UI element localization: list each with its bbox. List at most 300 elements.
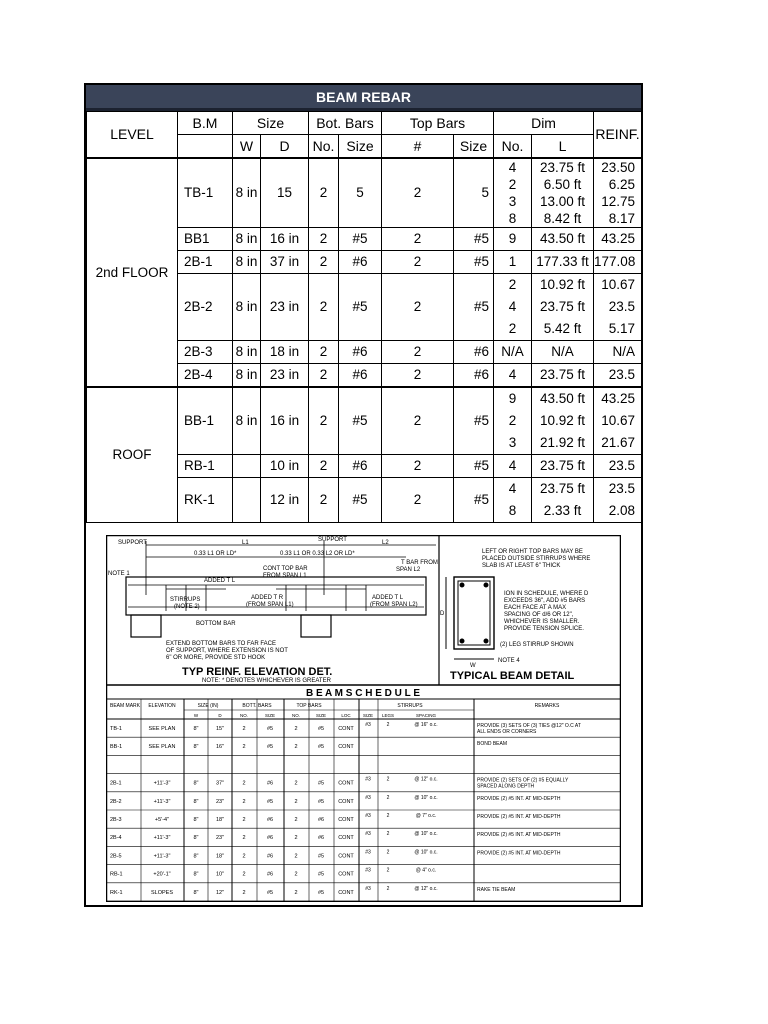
cell-depth: 12 in	[261, 477, 309, 522]
cell-dim-no	[494, 340, 532, 363]
sched-elevation: +5'-4"	[154, 817, 170, 823]
cell-top-no: 2	[382, 250, 454, 273]
extend-line2: OF SUPPORT, WHERE EXTENSION IS NOT	[166, 648, 288, 654]
sched-legs: 2	[386, 794, 390, 801]
cell-line: 43.25	[601, 230, 636, 246]
sched-top-size: #5	[317, 726, 325, 732]
cell-width: 8 in	[233, 158, 261, 228]
header-w: W	[233, 135, 261, 158]
sched-top-no: 2	[294, 871, 298, 878]
sched-stirrup-size: #3	[365, 867, 371, 874]
sched-top-no: 2	[294, 780, 298, 787]
cell-line: 2	[508, 320, 517, 336]
sched-subheader: SIZE	[362, 713, 374, 718]
sched-bott-no: 2	[242, 726, 246, 732]
cell-top-no: 2	[382, 340, 454, 363]
sched-w: 8"	[193, 853, 199, 860]
cell-dim-no	[494, 227, 532, 250]
cell-line: 2.33 ft	[543, 502, 582, 518]
cell-beam-mark: 2B-3	[178, 340, 233, 363]
cell-beam-mark: BB1	[178, 227, 233, 250]
sched-spacing: @ 16" o.c.	[414, 722, 438, 728]
cell-reinf	[594, 340, 642, 363]
sched-remarks: PROVIDE (2) #5 INT. AT MID-DEPTH	[477, 814, 561, 820]
cell-reinf	[594, 273, 642, 340]
cell-line: N/A	[551, 343, 574, 359]
cell-bot-no: 2	[309, 387, 339, 455]
sched-mark: BB-1	[110, 744, 123, 751]
from-span-l2-label: (FROM SPAN L2)	[370, 602, 418, 608]
sched-bott-size: #5	[266, 744, 274, 751]
sched-subheader: D	[218, 713, 222, 718]
sched-loc: CONT	[338, 871, 354, 878]
sheet-title: BEAM REBAR	[86, 85, 641, 111]
cell-width: 8 in	[233, 273, 261, 340]
t-bar-label: T BAR FROM	[401, 560, 438, 566]
sched-w: 8"	[193, 835, 199, 842]
sched-d: 18"	[215, 853, 225, 860]
cell-line: 23.75 ft	[540, 366, 586, 382]
sched-d: 16"	[215, 744, 225, 751]
cell-line: 3	[508, 434, 517, 450]
added-tl2-label: ADDED T L	[372, 595, 404, 601]
sched-bott-size: #6	[266, 871, 274, 878]
cell-line: 10.67	[601, 276, 636, 292]
cell-line: 23.5	[608, 457, 636, 473]
sched-elevation: SEE PLAN	[148, 726, 176, 732]
sched-elevation: +11'-3"	[153, 798, 171, 805]
cell-line: 8.17	[608, 210, 636, 226]
cell-line: 4	[508, 298, 517, 314]
cell-line: 8.42 ft	[543, 210, 582, 226]
cell-line: 10.92 ft	[540, 412, 586, 428]
cell-reinf	[594, 250, 642, 273]
cell-line: 4	[508, 159, 517, 175]
sched-remarks: PROVIDE (3) SETS OF (3) TIES @12" O.C AT	[477, 723, 581, 729]
sched-mark: 2B-5	[110, 853, 122, 860]
cell-dim-l	[532, 454, 594, 477]
cell-line: 23.5	[608, 298, 636, 314]
cell-depth: 15	[261, 158, 309, 228]
cell-line: 23.5	[608, 480, 636, 496]
elevation-title: TYP REINF. ELEVATION DET.	[182, 666, 333, 678]
sched-top-no: 2	[294, 744, 298, 751]
cell-bot-size: #5	[339, 273, 382, 340]
d-label: D	[440, 611, 445, 617]
rebar-row	[87, 387, 642, 455]
sched-header-size: SIZE (IN)	[197, 703, 219, 709]
cell-line: 2	[508, 176, 517, 192]
cell-beam-mark: TB-1	[178, 158, 233, 228]
cell-beam-mark: 2B-4	[178, 363, 233, 387]
cell-dim-l	[532, 227, 594, 250]
sched-mark: 2B-4	[110, 835, 122, 842]
sched-note4: SPACING OF d/6 OR 12",	[504, 612, 574, 618]
cell-reinf	[594, 227, 642, 250]
sched-stirrup-size: #3	[365, 794, 371, 801]
header-level: LEVEL	[87, 112, 178, 158]
sched-remarks: RAKE TIE BEAM	[477, 886, 516, 893]
cell-bot-size: #5	[339, 227, 382, 250]
typical-beam-detail	[446, 577, 494, 659]
cell-beam-mark: BB-1	[178, 387, 233, 455]
header-d: D	[261, 135, 309, 158]
sched-w: 8"	[193, 744, 199, 751]
cont-top-label: CONT TOP BAR	[263, 566, 308, 572]
sched-spacing: @ 4" o.c.	[415, 867, 437, 874]
sched-d: 12"	[215, 889, 225, 896]
sched-legs: 2	[386, 776, 390, 783]
detail-title: TYPICAL BEAM DETAIL	[450, 670, 575, 682]
sched-top-size: #5	[317, 744, 325, 751]
sched-loc: CONT	[338, 798, 354, 805]
sched-bott-no: 2	[242, 889, 246, 896]
extend-line1: EXTEND BOTTOM BARS TO FAR FACE	[166, 641, 277, 647]
cell-bot-size: #5	[339, 387, 382, 455]
cell-beam-mark: RB-1	[178, 454, 233, 477]
cell-dim-no	[494, 454, 532, 477]
cell-line: 13.00 ft	[540, 193, 586, 209]
cell-line: 23.75 ft	[540, 298, 586, 314]
cell-line: 21.92 ft	[540, 434, 586, 450]
cell-line: 8	[508, 210, 517, 226]
cell-dim-no	[494, 250, 532, 273]
cell-dim-no	[494, 363, 532, 387]
cell-top-no: 2	[382, 273, 454, 340]
sched-d: 18"	[215, 817, 225, 823]
rebar-row	[87, 158, 642, 228]
cell-bot-no: 2	[309, 250, 339, 273]
cell-line: 9	[508, 390, 517, 406]
header-bot-size: Size	[339, 135, 382, 158]
sched-top-no: 2	[294, 835, 298, 842]
header-dim: Dim	[494, 112, 594, 135]
cell-line: 2	[508, 412, 517, 428]
sched-stirrup-size: #3	[365, 849, 371, 856]
cell-width: 8 in	[233, 340, 261, 363]
elevation-note: NOTE: * DENOTES WHICHEVER IS GREATER	[202, 678, 331, 684]
cell-line: 8	[508, 502, 517, 518]
sched-top-no: 2	[294, 889, 298, 896]
cell-dim-l	[532, 477, 594, 522]
added-tl-label: ADDED T L	[204, 578, 236, 584]
header-top-no: #	[382, 135, 454, 158]
sched-spacing: @ 12" o.c.	[414, 776, 438, 783]
sched-top-no: 2	[294, 726, 298, 732]
cell-beam-mark: 2B-1	[178, 250, 233, 273]
from-span-l1-label: FROM SPAN L1	[263, 573, 307, 579]
sched-bott-no: 2	[242, 798, 246, 805]
schedule-title: B E A M S C H E D U L E	[305, 688, 421, 699]
cell-bot-size: #5	[339, 477, 382, 522]
sched-w: 8"	[193, 780, 199, 787]
sched-bott-size: #5	[266, 889, 274, 896]
sched-top-size: #6	[317, 835, 325, 842]
sched-d: 37"	[215, 780, 225, 787]
span-left-label: 0.33 L1 OR LD*	[194, 551, 237, 557]
cell-line: 10.67	[601, 412, 636, 428]
sched-mark: RK-1	[110, 889, 123, 896]
cell-line: N/A	[501, 343, 524, 359]
cell-top-size: 5	[454, 158, 494, 228]
w-label: W	[470, 663, 476, 669]
sched-header-elevation: ELEVATION	[148, 703, 176, 709]
extend-line3: 6" OR MORE, PROVIDE STD HOOK	[166, 655, 266, 661]
cell-width: 8 in	[233, 363, 261, 387]
sched-mark: 2B-2	[110, 798, 122, 805]
cell-line: 2.08	[608, 502, 636, 518]
sched-header-remarks: REMARKS	[534, 703, 560, 709]
header-size: Size	[233, 112, 309, 135]
cell-line: 177.08	[594, 253, 636, 269]
sched-subheader: SIZE	[264, 713, 276, 718]
cell-line: 10.92 ft	[540, 276, 586, 292]
sched-subheader: W	[193, 713, 199, 718]
sched-elevation: SLOPES	[150, 889, 174, 896]
cell-bot-size: #6	[339, 363, 382, 387]
cell-line: 23.5	[608, 366, 636, 382]
sched-subheader: NO.	[239, 713, 249, 718]
sched-stirrup-size: #3	[365, 831, 371, 838]
cell-line: 43.50 ft	[540, 230, 586, 246]
beam-rebar-table	[86, 111, 642, 523]
sched-loc: CONT	[338, 817, 354, 823]
cell-top-size: #6	[454, 363, 494, 387]
cell-line: 5.17	[608, 320, 636, 336]
sched-loc: CONT	[338, 744, 354, 751]
rebar-body	[87, 158, 642, 523]
cell-line: 3	[508, 193, 517, 209]
sched-legs: 2	[386, 867, 390, 874]
sched-note6: PROVIDE TENSION SPLICE.	[504, 626, 584, 632]
support-mid-label: SUPPORT	[318, 537, 347, 543]
sched-d: 10"	[215, 871, 225, 878]
cell-top-no: 2	[382, 227, 454, 250]
cell-width: 8 in	[233, 250, 261, 273]
sched-top-size: #5	[317, 780, 325, 787]
sched-d: 15"	[215, 726, 225, 732]
sched-subheader: NO.	[291, 713, 301, 718]
cell-dim-no	[494, 273, 532, 340]
cell-line: 43.25	[601, 390, 636, 406]
sched-elevation: +11'-3"	[153, 835, 171, 842]
beam-rebar-sheet	[84, 83, 643, 907]
sched-bott-no: 2	[242, 780, 246, 787]
sched-stirrup-size: #3	[365, 722, 371, 728]
sched-w: 8"	[193, 726, 199, 732]
sched-bott-size: #6	[266, 853, 274, 860]
sched-subheader: LEGS	[381, 713, 395, 718]
sched-w: 8"	[193, 889, 199, 896]
cell-bot-size: #6	[339, 454, 382, 477]
cell-dim-l	[532, 387, 594, 455]
sched-remarks: PROVIDE (2) SETS OF (2) #5 EQUALLY	[477, 777, 569, 784]
cell-top-size: #5	[454, 227, 494, 250]
header-bm: B.M	[178, 112, 233, 135]
cell-line: 23.75 ft	[540, 159, 586, 175]
cell-depth: 16 in	[261, 387, 309, 455]
sched-note2: EXCEEDS 36", ADD #5 BARS	[504, 598, 586, 604]
cell-dim-l	[532, 158, 594, 228]
cell-depth: 23 in	[261, 273, 309, 340]
support-left-label: SUPPORT	[118, 540, 147, 546]
sched-remarks: BOND BEAM	[477, 741, 508, 748]
sched-bott-no: 2	[242, 817, 246, 823]
sched-subheader: SPACING	[416, 713, 436, 718]
cell-top-no: 2	[382, 158, 454, 228]
cell-dim-no	[494, 387, 532, 455]
cell-width	[233, 477, 261, 522]
span-right-label: 0.33 L1 OR 0.33 L2 OR LD*	[280, 551, 355, 557]
sched-subheader: SIZE	[315, 713, 327, 718]
cell-depth: 23 in	[261, 363, 309, 387]
sched-remarks: PROVIDE (2) #5 INT. AT MID-DEPTH	[477, 832, 561, 839]
sched-mark: RB-1	[110, 871, 123, 878]
header-bot-bars: Bot. Bars	[309, 112, 382, 135]
sched-subheader: LOC	[341, 713, 351, 718]
header-dim-l: L	[532, 135, 594, 158]
sched-elevation: +11'-3"	[153, 853, 171, 860]
cell-top-size: #5	[454, 454, 494, 477]
sched-note1: ION IN SCHEDULE, WHERE D	[504, 591, 589, 597]
cell-dim-l	[532, 363, 594, 387]
sched-elevation: +20'-1"	[153, 871, 171, 878]
cell-beam-mark: 2B-2	[178, 273, 233, 340]
sched-legs: 2	[386, 849, 390, 856]
sched-bott-size: #5	[266, 798, 274, 805]
cell-line: 23.75 ft	[540, 480, 586, 496]
cell-bot-size: #6	[339, 250, 382, 273]
cell-depth: 18 in	[261, 340, 309, 363]
cell-reinf	[594, 363, 642, 387]
stirrups-label: STIRRUPS	[170, 597, 201, 603]
sched-w: 8"	[193, 798, 199, 805]
cell-width: 8 in	[233, 227, 261, 250]
sched-bott-size: #5	[266, 726, 274, 732]
cell-depth: 37 in	[261, 250, 309, 273]
cell-top-no: 2	[382, 454, 454, 477]
cell-bot-no: 2	[309, 273, 339, 340]
note1-label: NOTE 1	[108, 571, 130, 577]
cell-bot-no: 2	[309, 158, 339, 228]
sched-legs: 2	[386, 813, 390, 819]
sched-header-stirrups: STIRRUPS	[397, 703, 423, 709]
sched-stirrup-size: #3	[365, 813, 371, 819]
left-right-line3: SLAB IS AT LEAST 6" THICK	[482, 563, 561, 569]
cell-line: N/A	[612, 343, 636, 359]
sched-loc: CONT	[338, 853, 354, 860]
cell-line: 2	[508, 276, 517, 292]
sched-bott-size: #6	[266, 817, 274, 823]
cell-beam-mark: RK-1	[178, 477, 233, 522]
cell-top-no: 2	[382, 387, 454, 455]
l2-label: L2	[382, 540, 389, 546]
cell-bot-no: 2	[309, 227, 339, 250]
note4-label: NOTE 4	[498, 658, 520, 664]
cell-top-size: #5	[454, 387, 494, 455]
cell-dim-no	[494, 158, 532, 228]
sched-bott-size: #6	[266, 780, 274, 787]
cell-reinf	[594, 387, 642, 455]
left-right-line2: PLACED OUTSIDE STIRRUPS WHERE	[482, 556, 591, 562]
cell-bot-size: 5	[339, 158, 382, 228]
cell-line: 177.33 ft	[536, 253, 589, 269]
cell-line: 23.50	[601, 159, 636, 175]
sched-top-size: #5	[317, 853, 325, 860]
sched-note5: WHICHEVER IS SMALLER.	[504, 619, 580, 625]
cell-top-size: #6	[454, 340, 494, 363]
note2-label: (NOTE 2)	[174, 604, 200, 610]
sched-header-top: TOP BARS	[296, 703, 322, 709]
cell-top-size: #5	[454, 273, 494, 340]
cell-line: 12.75	[601, 193, 636, 209]
sched-top-no: 2	[294, 817, 298, 823]
cell-line: 4	[508, 457, 517, 473]
cell-top-no: 2	[382, 477, 454, 522]
header-dim-no: No.	[494, 135, 532, 158]
cell-dim-l	[532, 340, 594, 363]
sched-d: 23"	[215, 835, 225, 842]
sched-bott-no: 2	[242, 835, 246, 842]
cell-top-size: #5	[454, 250, 494, 273]
sched-top-size: #6	[317, 817, 325, 823]
sched-stirrup-size: #3	[365, 885, 371, 892]
added-tr-label: ADDED T R	[251, 595, 284, 601]
cell-bot-no: 2	[309, 340, 339, 363]
cell-reinf	[594, 158, 642, 228]
sched-w: 8"	[193, 817, 199, 823]
cell-reinf	[594, 477, 642, 522]
sched-header-bott: BOTT. BARS	[242, 703, 272, 709]
sched-remarks: SPACED ALONG DEPTH	[477, 783, 535, 790]
cell-depth: 10 in	[261, 454, 309, 477]
cell-line: 5.42 ft	[543, 320, 582, 336]
level-second: 2nd FLOOR	[87, 158, 178, 387]
header-top-size: Size	[454, 135, 494, 158]
sched-top-size: #5	[317, 889, 325, 896]
cell-top-no: 2	[382, 363, 454, 387]
sched-mark: TB-1	[110, 726, 122, 732]
cell-line: 4	[508, 480, 517, 496]
sched-w: 8"	[193, 871, 199, 878]
level-roof: ROOF	[87, 387, 178, 523]
from-span-l1b-label: (FROM SPAN L1)	[246, 602, 294, 608]
cell-depth: 16 in	[261, 227, 309, 250]
sched-remarks: PROVIDE (2) #5 INT. AT MID-DEPTH	[477, 850, 561, 857]
sched-header-mark: BEAM MARK	[110, 703, 141, 709]
cell-bot-no: 2	[309, 477, 339, 522]
sched-spacing: @ 10" o.c.	[414, 831, 438, 838]
sched-spacing: @ 7" o.c.	[415, 813, 437, 819]
bottom-bar-label: BOTTOM BAR	[196, 621, 236, 627]
sched-legs: 2	[386, 885, 390, 892]
beam-drawing	[106, 535, 621, 902]
cell-line: 9	[508, 230, 517, 246]
sched-bott-no: 2	[242, 871, 246, 878]
cell-width: 8 in	[233, 387, 261, 455]
cell-dim-l	[532, 250, 594, 273]
sched-legs: 2	[386, 831, 390, 838]
sched-d: 23"	[215, 798, 225, 805]
sched-mark: 2B-1	[110, 780, 122, 787]
left-right-line1: LEFT OR RIGHT TOP BARS MAY BE	[482, 549, 583, 555]
sched-legs: 2	[386, 722, 390, 728]
cell-dim-l	[532, 273, 594, 340]
cell-line: 23.75 ft	[540, 457, 586, 473]
cell-bot-size: #6	[339, 340, 382, 363]
cell-width	[233, 454, 261, 477]
cell-top-size: #5	[454, 477, 494, 522]
